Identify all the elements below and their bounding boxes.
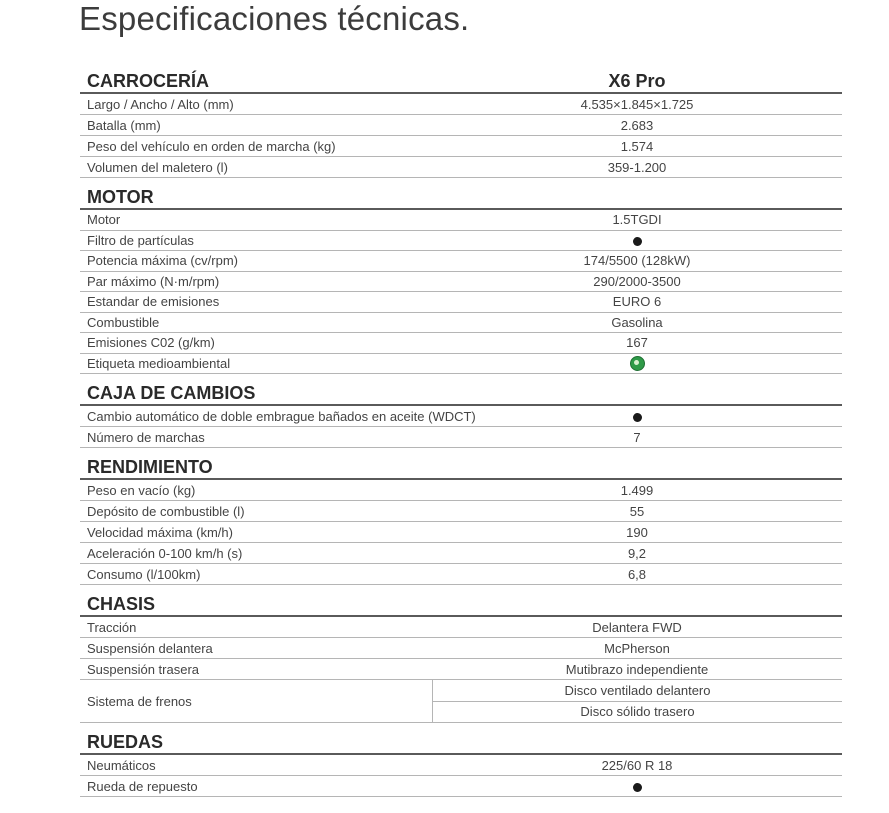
- row-value: 290/2000-3500: [593, 273, 681, 289]
- table-row: [80, 313, 842, 334]
- section-title: CHASIS: [87, 594, 156, 614]
- row-label: Número de marchas: [87, 429, 205, 445]
- spec-table: [80, 68, 842, 797]
- rear-brake-value: Disco sólido trasero: [580, 704, 695, 720]
- row-label: Neumáticos: [87, 757, 156, 773]
- page-title: Especificaciones técnicas.: [79, 0, 470, 37]
- row-value: Delantera FWD: [592, 619, 682, 635]
- section-title: CAJA DE CAMBIOS: [87, 383, 256, 403]
- row-value: 174/5500 (128kW): [583, 253, 691, 269]
- row-label: Depósito de combustible (l): [87, 503, 245, 519]
- table-row: [80, 522, 842, 543]
- table-row: [80, 333, 842, 354]
- table-row: [80, 501, 842, 522]
- table-row: [80, 564, 842, 585]
- table-row: [80, 659, 842, 680]
- section-title: CARROCERÍA: [87, 71, 210, 91]
- row-label: Suspensión delantera: [87, 640, 213, 656]
- table-row: [80, 755, 842, 776]
- section-title: RUEDAS: [87, 732, 164, 752]
- row-label: Largo / Ancho / Alto (mm): [87, 96, 234, 112]
- row-value: McPherson: [604, 640, 670, 656]
- table-row: [80, 427, 842, 448]
- row-label: Tracción: [87, 619, 137, 635]
- table-row: [80, 157, 842, 178]
- row-value: 1.5TGDI: [612, 212, 662, 228]
- row-label: Rueda de repuesto: [87, 778, 198, 794]
- row-value: 359-1.200: [607, 159, 667, 175]
- row-value: [432, 409, 842, 424]
- row-value: 7: [633, 429, 641, 445]
- table-row: [80, 292, 842, 313]
- row-label: Potencia máxima (cv/rpm): [87, 253, 238, 269]
- row-label: Batalla (mm): [87, 117, 161, 133]
- row-value: 167: [626, 335, 648, 351]
- filled-circle-icon: [633, 237, 642, 246]
- row-value: [432, 779, 842, 794]
- row-value: [432, 233, 842, 248]
- row-label: Suspensión trasera: [87, 661, 200, 677]
- section-header-rendimiento: [80, 454, 842, 480]
- table-row: [80, 406, 842, 427]
- section-header-motor: [80, 184, 842, 210]
- row-value: 190: [626, 524, 648, 540]
- section-header-carroceria: [80, 68, 842, 94]
- section-header-caja: [80, 380, 842, 406]
- row-label: Filtro de partículas: [87, 232, 194, 248]
- row-label: Motor: [87, 212, 121, 228]
- row-label: Etiqueta medioambiental: [87, 355, 231, 371]
- section-title: MOTOR: [87, 187, 154, 207]
- front-brake-value: Disco ventilado delantero: [433, 680, 842, 702]
- table-row: [80, 638, 842, 659]
- eco-label-icon: [630, 356, 645, 371]
- row-value: 1.574: [620, 138, 654, 154]
- row-value: Gasolina: [611, 314, 663, 330]
- row-label: Aceleración 0-100 km/h (s): [87, 545, 243, 561]
- row-label: Cambio automático de doble embrague bañados en aceite (WDCT): [87, 408, 476, 424]
- row-value: 55: [629, 503, 645, 519]
- table-row: [80, 210, 842, 231]
- filled-circle-icon: [633, 413, 642, 422]
- model-name: X6 Pro: [608, 71, 666, 91]
- row-label: Velocidad máxima (km/h): [87, 524, 233, 540]
- row-label: Par máximo (N·m/rpm): [87, 273, 220, 289]
- row-label: Peso en vacío (kg): [87, 482, 196, 498]
- filled-circle-icon: [633, 783, 642, 792]
- row-value: EURO 6: [612, 294, 662, 310]
- row-value: [432, 355, 842, 371]
- row-value: 4.535×1.845×1.725: [580, 96, 694, 112]
- row-label: Emisiones C02 (g/km): [87, 335, 215, 351]
- section-title: RENDIMIENTO: [87, 457, 213, 477]
- row-label: Consumo (l/100km): [87, 566, 201, 582]
- table-row: [80, 354, 842, 375]
- row-label: Peso del vehículo en orden de marcha (kg): [87, 138, 336, 154]
- table-row: [80, 251, 842, 272]
- brake-values: [432, 680, 842, 722]
- table-row: [80, 94, 842, 115]
- row-value: 6,8: [627, 566, 647, 582]
- row-label: Sistema de frenos: [87, 693, 192, 709]
- table-row: [80, 231, 842, 252]
- table-row: [80, 480, 842, 501]
- table-row: [80, 272, 842, 293]
- row-value: 9,2: [627, 545, 647, 561]
- row-value: Mutibrazo independiente: [565, 661, 709, 677]
- row-label: Combustible: [87, 314, 160, 330]
- table-row: [80, 543, 842, 564]
- table-row: [80, 617, 842, 638]
- row-value: 225/60 R 18: [601, 757, 673, 773]
- table-row: [80, 776, 842, 797]
- table-row: [80, 115, 842, 136]
- row-label: Estandar de emisiones: [87, 294, 220, 310]
- table-row: [80, 136, 842, 157]
- row-label: Volumen del maletero (l): [87, 159, 228, 175]
- row-value: 1.499: [620, 482, 654, 498]
- section-header-ruedas: [80, 729, 842, 755]
- row-value: 2.683: [620, 117, 654, 133]
- section-header-chasis: [80, 591, 842, 617]
- brake-system-row: [80, 680, 842, 723]
